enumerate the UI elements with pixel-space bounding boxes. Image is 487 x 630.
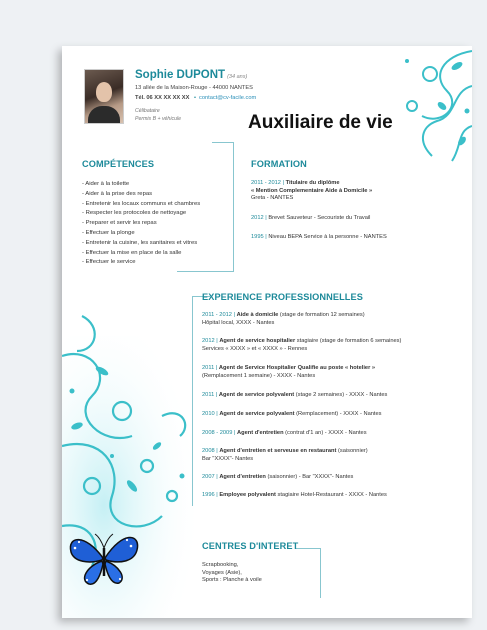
frame-line — [212, 142, 234, 143]
email-link[interactable]: contact@cv-facile.com — [198, 95, 257, 101]
entry-years: 2007 | — [202, 474, 218, 480]
entry-location: (Remplacement 1 semaine) - XXXX - Nantes — [202, 372, 316, 379]
entry-detail: stagiaire (stage de formation 6 semaines) — [296, 338, 402, 344]
experience-entry — [202, 365, 375, 380]
marital-status: Célibataire — [135, 108, 160, 114]
entry-role: Agent d'entretien et serveuse en restaurant — [219, 448, 337, 454]
entry-detail: (stage 2 semaines) - XXXX - Nantes — [295, 392, 388, 398]
list-item: - Aider à la prise des repas — [82, 190, 153, 197]
competences-title: COMPÉTENCES — [82, 159, 155, 169]
entry-years: 2012 | — [251, 215, 267, 221]
experience-entry — [202, 312, 365, 327]
contact-separator: • — [193, 95, 196, 101]
frame-line — [233, 142, 234, 272]
entry-role: Agent de Service Hospitalier Qualifie au poste « hotelier » — [218, 365, 376, 371]
list-item: - Respecter les protocoles de nettoyage — [82, 210, 187, 217]
experience-entry — [202, 430, 367, 438]
list-item: - Entretenir la cuisine, les sanitaires et vitres — [82, 239, 198, 246]
interets-title: CENTRES D'INTERET — [202, 541, 299, 551]
entry-role: Agent de service polyvalent — [218, 392, 295, 398]
entry-years: 2011 | — [202, 365, 218, 371]
candidate-name: Sophie DUPONT (34 ans) — [135, 69, 248, 81]
experience-entry — [202, 492, 387, 500]
entry-years: 1995 | — [251, 234, 267, 240]
photo-shoulders — [88, 106, 120, 123]
entry-role: Aide à domicile — [236, 312, 279, 318]
floral-swirl-top-right — [402, 46, 472, 166]
entry-detail: (saisonnier) — [337, 448, 368, 454]
entry-detail: (contrat d'1 an) - XXXX - Nantes — [285, 430, 367, 436]
list-item: - Aider à la toilette — [82, 181, 130, 187]
list-item: - Effectuer le service — [82, 259, 136, 266]
entry-years: 2008 - 2009 | — [202, 430, 236, 436]
entry-location: Greta - NANTES — [251, 195, 294, 202]
list-item: - Preparer et servir les repas — [82, 220, 157, 227]
entry-detail: (stage de formation 12 semaines) — [279, 312, 365, 318]
entry-detail: (Remplacement) - XXXX - Nantes — [296, 411, 382, 417]
entry-years: 2010 | — [202, 411, 218, 417]
formation-entry — [251, 215, 370, 223]
interets-frame-line — [320, 548, 321, 598]
experience-entry — [202, 448, 368, 463]
profile-photo — [84, 69, 124, 124]
entry-title: Titulaire du diplôme — [285, 180, 340, 186]
list-item: - Effectuer la mise en place de la salle — [82, 249, 182, 256]
entry-text: Brevet Sauveteur - Secouriste du Travail — [268, 215, 371, 221]
entry-role: Agent de service hospitalier — [219, 338, 296, 344]
butterfly-icon — [65, 528, 143, 590]
address: 13 allée de la Maison-Rouge - 44000 NANTES — [135, 85, 253, 91]
formation-entry — [251, 180, 372, 203]
experience-entry — [202, 411, 381, 419]
formation-entry — [251, 234, 387, 242]
entry-detail: « Mention Complementaire Aide à Domicile » — [251, 187, 373, 194]
experience-entry — [202, 392, 387, 400]
job-title: Auxiliaire de vie — [248, 112, 393, 133]
entry-role: Agent d'entretien — [237, 430, 284, 436]
list-item: Sports : Planche à voile — [202, 577, 262, 584]
entry-years: 2012 | — [202, 338, 218, 344]
entry-detail: (saisonnier) - Bar "XXXX"- Nantes — [267, 474, 354, 480]
cv-page — [62, 46, 472, 618]
driving-license: Permis B + véhicule — [135, 116, 181, 122]
phone: Tél. 06 XX XX XX XX — [135, 95, 190, 101]
entry-years: 2011 - 2012 | — [202, 312, 235, 318]
competences-list — [82, 180, 200, 268]
entry-role: Employee polyvalent — [219, 492, 276, 498]
photo-face — [96, 82, 112, 102]
interets-list — [202, 562, 262, 585]
experience-entry — [202, 474, 353, 482]
formation-title: FORMATION — [251, 159, 307, 169]
contact-line — [135, 95, 256, 101]
entry-years: 2011 - 2012 | — [251, 180, 284, 186]
interets-frame-line — [296, 548, 321, 549]
entry-text: Niveau BEPA Service à la personne - NANTES — [268, 234, 387, 240]
entry-detail: stagiaire Hotel-Restaurant - XXXX - Nantes — [277, 492, 387, 498]
entry-years: 2008 | — [202, 448, 218, 454]
entry-location: Services « XXXX » et « XXXX » - Rennes — [202, 345, 308, 352]
experience-entry — [202, 338, 401, 353]
entry-years: 1996 | — [202, 492, 218, 498]
candidate-age: (34 ans) — [227, 74, 248, 80]
entry-role: Agent d'entretien — [219, 474, 266, 480]
entry-role: Agent de service polyvalent — [219, 411, 295, 417]
entry-location: Hôpital local, XXXX - Nantes — [202, 319, 275, 326]
experience-frame-line — [192, 296, 193, 506]
entry-years: 2011 | — [202, 392, 218, 398]
experience-title: EXPERIENCE PROFESSIONNELLES — [202, 292, 363, 302]
list-item: Voyages (Asie), — [202, 569, 242, 576]
list-item: - Entretenir les locaux communs et chambres — [82, 200, 201, 207]
entry-location: Bar "XXXX"- Nantes — [202, 455, 254, 462]
list-item: - Effectuer la plonge — [82, 229, 135, 236]
list-item: Scrapbooking, — [202, 562, 239, 568]
frame-line — [177, 271, 234, 272]
